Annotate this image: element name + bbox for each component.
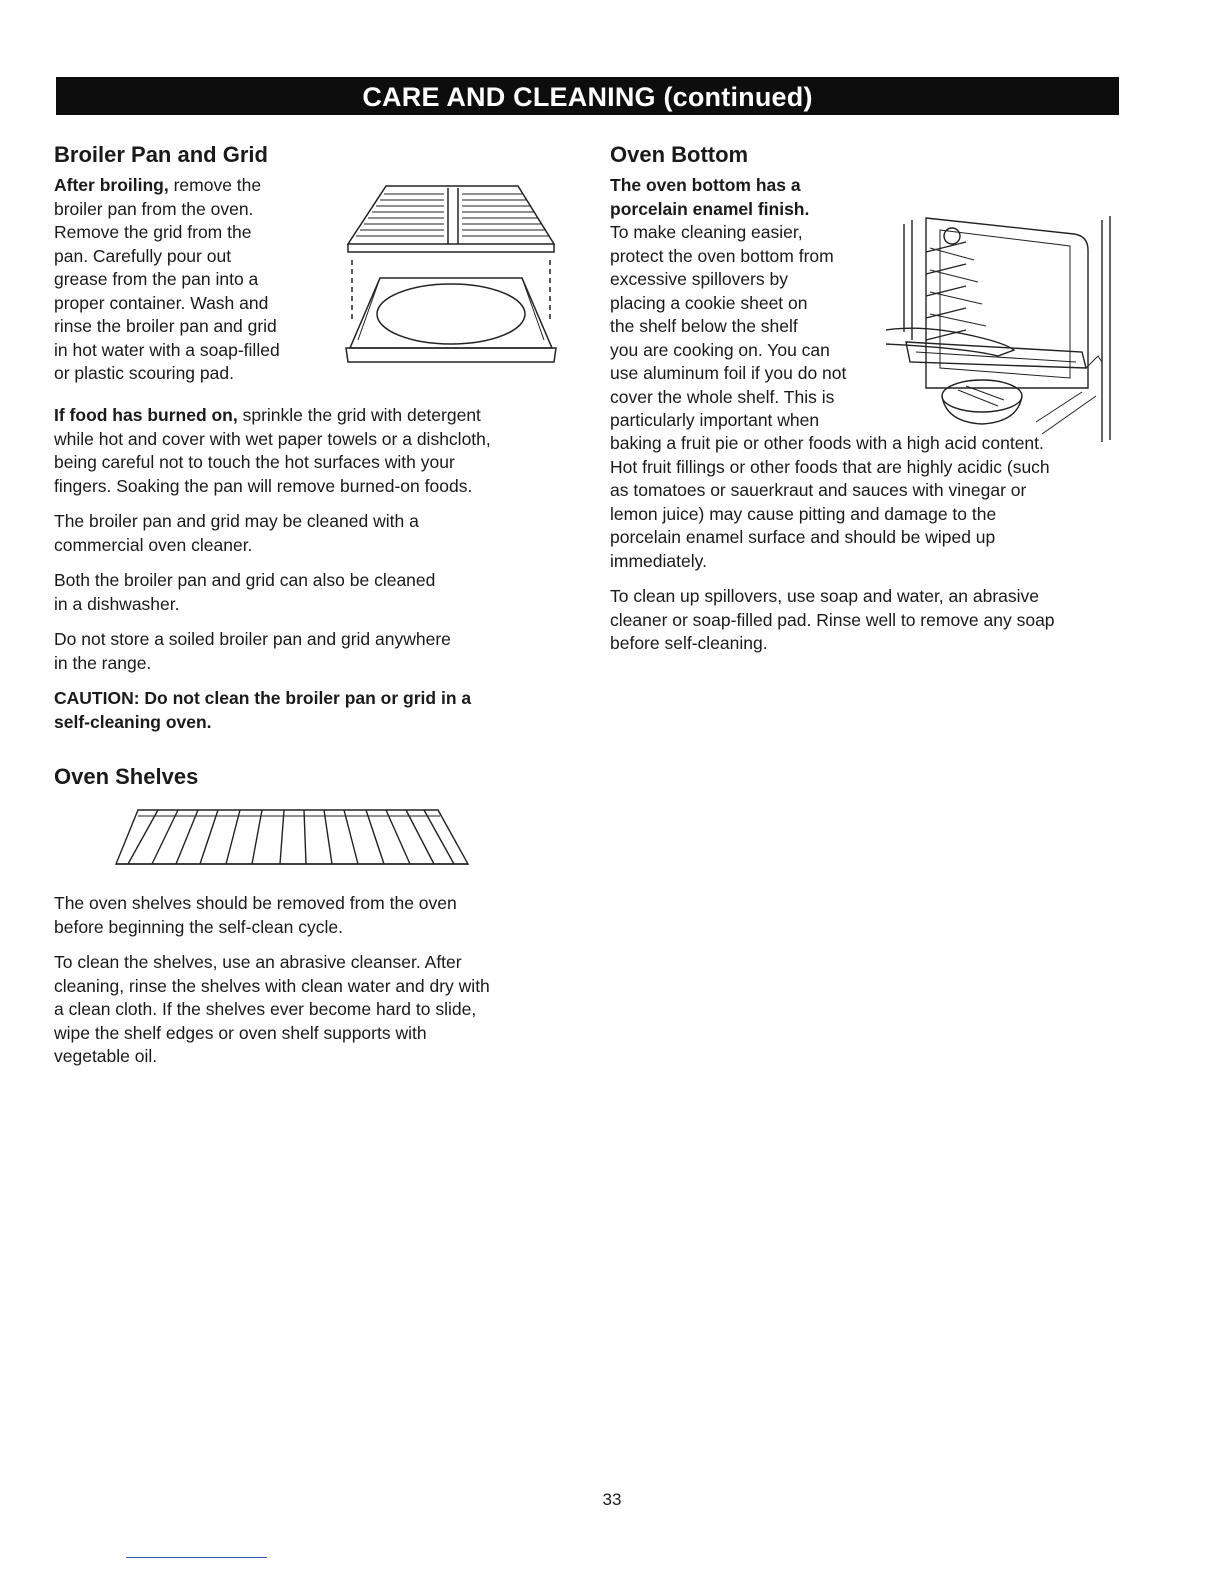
section-header-bar [56,77,1119,115]
shelves-clean-paragraph: To clean the shelves, use an abrasive cleanser. After cleaning, rinse the shelves with clean water and dry with a clean cloth. If the shelves ever become hard to slide, wipe the shelf edges or oven shelf supports with vegetable oil. [54,952,490,1066]
broiler-intro-line: or plastic scouring pad. [54,363,234,383]
commercial-cleaner-paragraph: The broiler pan and grid may be cleaned with a commercial oven cleaner. [54,511,419,555]
acid-foods-paragraph: baking a fruit pie or other foods with a high acid content. Hot fruit fillings or other foods that are highly acidic (such as tomatoes or sauerkraut and sauces with vinegar or lemon juice) may cause pitting and damage to the porcelain enamel surface and should be wiped up immediately. [610,433,1050,571]
oven-bottom-heading: Oven Bottom [610,142,749,167]
broiler-intro-bold: After broiling, [54,175,169,195]
broiler-intro-line: grease from the pan into a [54,269,259,289]
left-column [54,142,554,1081]
storage-paragraph: Do not store a soiled broiler pan and grid anywhere in the range. [54,629,451,673]
broiler-intro-line: proper container. Wash and [54,292,269,313]
broiler-intro-line: Remove the grid from the [54,222,252,242]
oven-interior-illustration [886,212,1122,444]
broiler-intro-block [54,174,554,404]
burned-on-bold: If food has burned on, [54,405,238,425]
section-title: CARE AND CLEANING (continued) [362,82,813,112]
caution-paragraph: CAUTION: Do not clean the broiler pan or grid in a self-cleaning oven. [54,688,472,732]
right-column [610,142,1125,668]
oven-bottom-intro-block [610,174,1125,432]
broiler-pan-grid-illustration [340,180,566,390]
shelves-remove-paragraph: The oven shelves should be removed from the oven before beginning the self-clean cycle. [54,893,457,937]
footer-rule [126,1557,267,1558]
broiler-intro-line: rinse the broiler pan and grid [54,316,277,336]
oven-shelf-illustration [114,802,474,872]
broiler-intro-line: pan. Carefully pour out [54,245,232,266]
broiler-intro-line: broiler pan from the oven. [54,198,254,219]
shelves-heading: Oven Shelves [54,764,199,789]
spillovers-paragraph: To clean up spillovers, use soap and water, an abrasive cleaner or soap-filled pad. Rinse well to remove any soap before self-cleaning. [610,586,1055,653]
dishwasher-paragraph: Both the broiler pan and grid can also be cleaned in a dishwasher. [54,570,436,614]
broiler-intro-line: After broiling, remove the [54,175,262,195]
page-number: 33 [602,1490,622,1509]
burned-on-paragraph: If food has burned on, sprinkle the grid with detergent while hot and cover with wet paper towels or a dishcloth, being careful not to touch the hot surfaces with your fingers. Soaking the pan will remove burned-on foods. [54,405,491,496]
broiler-intro-line: in hot water with a soap-filled [54,339,280,360]
oven-bottom-intro-text: The oven bottom has a porcelain enamel finish. To make cleaning easier, protect the oven bottom from excessive spillovers by placing a cookie sheet on the shelf below the shelf you are cooking on. You can use aluminum foil if you do not cover the whole shelf. This is particularly important when [610,175,847,430]
broiler-heading: Broiler Pan and Grid [54,142,268,167]
